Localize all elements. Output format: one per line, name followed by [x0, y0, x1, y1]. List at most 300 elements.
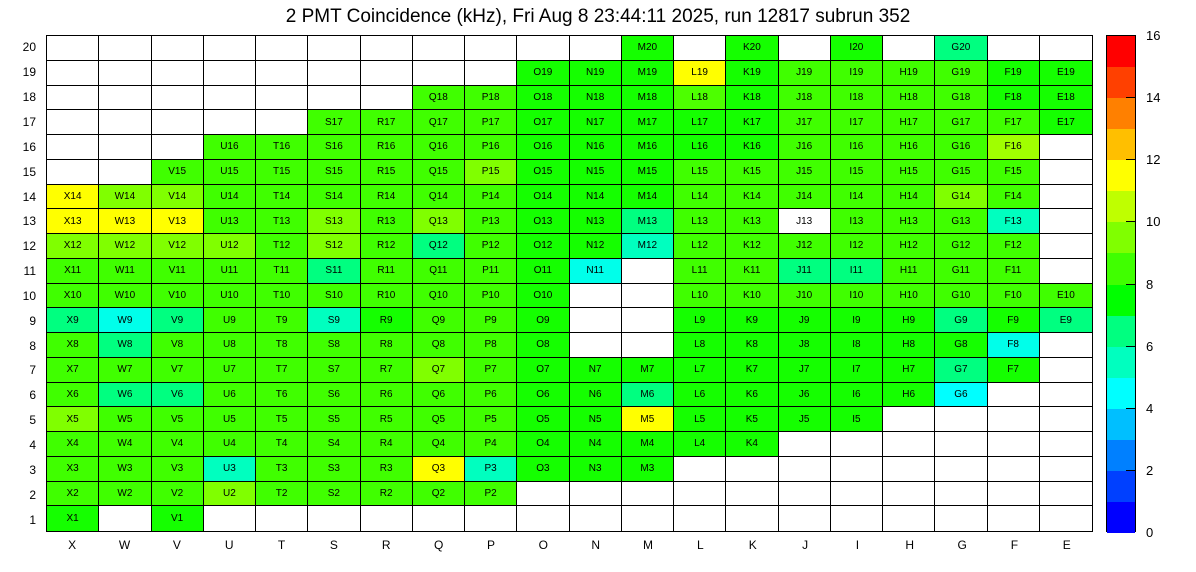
heatmap-cell-S10: S10 — [308, 284, 360, 309]
heatmap-cell-N4: N4 — [570, 432, 622, 457]
heatmap-cell-V12: V12 — [152, 234, 204, 259]
heatmap-cell-H13: H13 — [883, 209, 935, 234]
heatmap-cell-V10: V10 — [152, 284, 204, 309]
heatmap-plot — [46, 35, 1093, 532]
heatmap-cell-E2 — [1040, 482, 1092, 507]
heatmap-cell-F12: F12 — [988, 234, 1040, 259]
heatmap-cell-V11: V11 — [152, 259, 204, 284]
heatmap-cell-K12: K12 — [726, 234, 778, 259]
heatmap-cell-Q1 — [413, 506, 465, 531]
x-tick-R: R — [381, 538, 391, 552]
heatmap-cell-L18: L18 — [674, 86, 726, 111]
heatmap-cell-U13: U13 — [204, 209, 256, 234]
heatmap-cell-G13: G13 — [935, 209, 987, 234]
colorbar-segment-0 — [1107, 36, 1135, 67]
heatmap-cell-J4 — [779, 432, 831, 457]
heatmap-cell-R11: R11 — [361, 259, 413, 284]
colorbar-tick-0: 0 — [1146, 525, 1154, 540]
heatmap-cell-W10: W10 — [99, 284, 151, 309]
colorbar-segment-1 — [1107, 67, 1135, 98]
heatmap-cell-P13: P13 — [465, 209, 517, 234]
heatmap-cell-E1 — [1040, 506, 1092, 531]
heatmap-cell-Q7: Q7 — [413, 358, 465, 383]
y-tick-7: 7 — [29, 363, 36, 378]
colorbar-tickmark-6 — [1126, 408, 1136, 409]
x-tick-N: N — [591, 538, 600, 552]
heatmap-cell-N12: N12 — [570, 234, 622, 259]
y-axis-tick-labels — [0, 35, 42, 532]
heatmap-cell-G6: G6 — [935, 383, 987, 408]
heatmap-cell-T9: T9 — [256, 308, 308, 333]
heatmap-cell-N15: N15 — [570, 160, 622, 185]
heatmap-grid — [47, 36, 1092, 531]
heatmap-cell-O11: O11 — [517, 259, 569, 284]
heatmap-cell-N1 — [570, 506, 622, 531]
colorbar-segment-11 — [1107, 378, 1135, 409]
colorbar-segment-7 — [1107, 253, 1135, 284]
heatmap-cell-R20 — [361, 36, 413, 61]
heatmap-cell-I11: I11 — [831, 259, 883, 284]
heatmap-cell-W13: W13 — [99, 209, 151, 234]
heatmap-cell-W9: W9 — [99, 308, 151, 333]
heatmap-cell-M3: M3 — [622, 457, 674, 482]
x-tick-S: S — [329, 538, 338, 552]
heatmap-cell-R17: R17 — [361, 110, 413, 135]
heatmap-cell-T10: T10 — [256, 284, 308, 309]
heatmap-cell-P8: P8 — [465, 333, 517, 358]
heatmap-cell-L2 — [674, 482, 726, 507]
heatmap-cell-G11: G11 — [935, 259, 987, 284]
heatmap-cell-O18: O18 — [517, 86, 569, 111]
heatmap-cell-W5: W5 — [99, 407, 151, 432]
heatmap-cell-M14: M14 — [622, 185, 674, 210]
heatmap-cell-U9: U9 — [204, 308, 256, 333]
heatmap-cell-U7: U7 — [204, 358, 256, 383]
colorbar-tickmark-2 — [1126, 159, 1136, 160]
heatmap-cell-I6: I6 — [831, 383, 883, 408]
y-tick-17: 17 — [22, 114, 36, 129]
heatmap-cell-M6: M6 — [622, 383, 674, 408]
heatmap-cell-Q3: Q3 — [413, 457, 465, 482]
heatmap-cell-P15: P15 — [465, 160, 517, 185]
y-tick-5: 5 — [29, 413, 36, 428]
heatmap-cell-H5 — [883, 407, 935, 432]
heatmap-cell-Q15: Q15 — [413, 160, 465, 185]
heatmap-cell-I4 — [831, 432, 883, 457]
heatmap-cell-I20: I20 — [831, 36, 883, 61]
heatmap-cell-U18 — [204, 86, 256, 111]
heatmap-cell-R8: R8 — [361, 333, 413, 358]
heatmap-cell-N3: N3 — [570, 457, 622, 482]
heatmap-cell-L20 — [674, 36, 726, 61]
heatmap-cell-R18 — [361, 86, 413, 111]
heatmap-cell-M16: M16 — [622, 135, 674, 160]
heatmap-cell-M19: M19 — [622, 61, 674, 86]
heatmap-cell-F3 — [988, 457, 1040, 482]
heatmap-cell-Q2: Q2 — [413, 482, 465, 507]
heatmap-cell-L10: L10 — [674, 284, 726, 309]
heatmap-cell-P16: P16 — [465, 135, 517, 160]
heatmap-cell-L13: L13 — [674, 209, 726, 234]
heatmap-cell-P4: P4 — [465, 432, 517, 457]
colorbar-segment-12 — [1107, 409, 1135, 440]
heatmap-cell-N2 — [570, 482, 622, 507]
heatmap-cell-L6: L6 — [674, 383, 726, 408]
heatmap-cell-R4: R4 — [361, 432, 413, 457]
heatmap-cell-L16: L16 — [674, 135, 726, 160]
heatmap-cell-I1 — [831, 506, 883, 531]
colorbar-tickmark-1 — [1126, 97, 1136, 98]
heatmap-cell-T5: T5 — [256, 407, 308, 432]
heatmap-cell-U4: U4 — [204, 432, 256, 457]
heatmap-cell-T4: T4 — [256, 432, 308, 457]
heatmap-cell-L8: L8 — [674, 333, 726, 358]
heatmap-cell-W11: W11 — [99, 259, 151, 284]
heatmap-cell-N20 — [570, 36, 622, 61]
heatmap-cell-T2: T2 — [256, 482, 308, 507]
y-tick-18: 18 — [22, 90, 36, 105]
heatmap-cell-F5 — [988, 407, 1040, 432]
y-tick-4: 4 — [29, 438, 36, 453]
heatmap-cell-U1 — [204, 506, 256, 531]
colorbar-segment-9 — [1107, 316, 1135, 347]
heatmap-cell-J15: J15 — [779, 160, 831, 185]
heatmap-cell-T19 — [256, 61, 308, 86]
heatmap-cell-R16: R16 — [361, 135, 413, 160]
heatmap-cell-U2: U2 — [204, 482, 256, 507]
heatmap-cell-X7: X7 — [47, 358, 99, 383]
heatmap-cell-F7: F7 — [988, 358, 1040, 383]
heatmap-cell-S17: S17 — [308, 110, 360, 135]
heatmap-cell-Q4: Q4 — [413, 432, 465, 457]
heatmap-cell-V7: V7 — [152, 358, 204, 383]
y-tick-14: 14 — [22, 189, 36, 204]
heatmap-cell-N9 — [570, 308, 622, 333]
heatmap-cell-T7: T7 — [256, 358, 308, 383]
heatmap-cell-V17 — [152, 110, 204, 135]
heatmap-cell-K5: K5 — [726, 407, 778, 432]
colorbar-segment-8 — [1107, 285, 1135, 316]
heatmap-cell-K4: K4 — [726, 432, 778, 457]
heatmap-cell-X11: X11 — [47, 259, 99, 284]
x-tick-L: L — [697, 538, 704, 552]
y-tick-6: 6 — [29, 388, 36, 403]
heatmap-cell-X15 — [47, 160, 99, 185]
heatmap-cell-S18 — [308, 86, 360, 111]
colorbar-segment-5 — [1107, 191, 1135, 222]
heatmap-cell-E11 — [1040, 259, 1092, 284]
heatmap-cell-O14: O14 — [517, 185, 569, 210]
heatmap-cell-U14: U14 — [204, 185, 256, 210]
heatmap-cell-S14: S14 — [308, 185, 360, 210]
heatmap-cell-I14: I14 — [831, 185, 883, 210]
heatmap-cell-L19: L19 — [674, 61, 726, 86]
heatmap-cell-G19: G19 — [935, 61, 987, 86]
y-tick-3: 3 — [29, 462, 36, 477]
x-tick-O: O — [538, 538, 548, 552]
heatmap-cell-H18: H18 — [883, 86, 935, 111]
x-tick-H: H — [905, 538, 915, 552]
heatmap-cell-J10: J10 — [779, 284, 831, 309]
heatmap-cell-T15: T15 — [256, 160, 308, 185]
heatmap-cell-F8: F8 — [988, 333, 1040, 358]
heatmap-cell-L17: L17 — [674, 110, 726, 135]
heatmap-cell-G16: G16 — [935, 135, 987, 160]
heatmap-cell-U16: U16 — [204, 135, 256, 160]
colorbar-tickmark-4 — [1126, 284, 1136, 285]
heatmap-cell-J18: J18 — [779, 86, 831, 111]
heatmap-cell-H20 — [883, 36, 935, 61]
heatmap-cell-Q11: Q11 — [413, 259, 465, 284]
colorbar-tickmark-7 — [1126, 470, 1136, 471]
heatmap-cell-I7: I7 — [831, 358, 883, 383]
heatmap-cell-O17: O17 — [517, 110, 569, 135]
y-tick-8: 8 — [29, 338, 36, 353]
heatmap-cell-V15: V15 — [152, 160, 204, 185]
heatmap-cell-T20 — [256, 36, 308, 61]
heatmap-cell-Q6: Q6 — [413, 383, 465, 408]
heatmap-cell-S20 — [308, 36, 360, 61]
heatmap-cell-P17: P17 — [465, 110, 517, 135]
heatmap-cell-Q16: Q16 — [413, 135, 465, 160]
heatmap-cell-E16 — [1040, 135, 1092, 160]
heatmap-cell-K14: K14 — [726, 185, 778, 210]
x-tick-Q: Q — [433, 538, 444, 552]
heatmap-cell-P1 — [465, 506, 517, 531]
heatmap-cell-M7: M7 — [622, 358, 674, 383]
heatmap-cell-K11: K11 — [726, 259, 778, 284]
heatmap-cell-W19 — [99, 61, 151, 86]
heatmap-cell-W2: W2 — [99, 482, 151, 507]
heatmap-cell-Q13: Q13 — [413, 209, 465, 234]
heatmap-cell-W14: W14 — [99, 185, 151, 210]
heatmap-cell-S5: S5 — [308, 407, 360, 432]
heatmap-cell-N11: N11 — [570, 259, 622, 284]
colorbar-tick-labels — [1140, 28, 1190, 540]
heatmap-cell-L11: L11 — [674, 259, 726, 284]
heatmap-cell-M9 — [622, 308, 674, 333]
heatmap-cell-T3: T3 — [256, 457, 308, 482]
heatmap-cell-O9: O9 — [517, 308, 569, 333]
heatmap-cell-H17: H17 — [883, 110, 935, 135]
heatmap-cell-H8: H8 — [883, 333, 935, 358]
page-title: 2 PMT Coincidence (kHz), Fri Aug 8 23:44:11 2025, run 12817 subrun 352 — [285, 6, 911, 27]
colorbar-segment-3 — [1107, 129, 1135, 160]
heatmap-cell-R6: R6 — [361, 383, 413, 408]
heatmap-cell-T16: T16 — [256, 135, 308, 160]
heatmap-cell-K16: K16 — [726, 135, 778, 160]
heatmap-cell-H11: H11 — [883, 259, 935, 284]
heatmap-cell-I2 — [831, 482, 883, 507]
heatmap-cell-F15: F15 — [988, 160, 1040, 185]
heatmap-cell-N5: N5 — [570, 407, 622, 432]
heatmap-cell-E6 — [1040, 383, 1092, 408]
heatmap-cell-R3: R3 — [361, 457, 413, 482]
heatmap-cell-H19: H19 — [883, 61, 935, 86]
heatmap-cell-L5: L5 — [674, 407, 726, 432]
heatmap-cell-V19 — [152, 61, 204, 86]
heatmap-cell-T8: T8 — [256, 333, 308, 358]
heatmap-cell-N8 — [570, 333, 622, 358]
heatmap-cell-G7: G7 — [935, 358, 987, 383]
heatmap-cell-E3 — [1040, 457, 1092, 482]
colorbar-segment-2 — [1107, 98, 1135, 129]
heatmap-cell-K8: K8 — [726, 333, 778, 358]
heatmap-cell-F20 — [988, 36, 1040, 61]
heatmap-cell-P14: P14 — [465, 185, 517, 210]
heatmap-cell-F14: F14 — [988, 185, 1040, 210]
heatmap-cell-F11: F11 — [988, 259, 1040, 284]
heatmap-cell-J1 — [779, 506, 831, 531]
heatmap-cell-W7: W7 — [99, 358, 151, 383]
heatmap-cell-N17: N17 — [570, 110, 622, 135]
heatmap-cell-I16: I16 — [831, 135, 883, 160]
colorbar-segment-6 — [1107, 222, 1135, 253]
heatmap-cell-O19: O19 — [517, 61, 569, 86]
heatmap-cell-V8: V8 — [152, 333, 204, 358]
heatmap-cell-E14 — [1040, 185, 1092, 210]
heatmap-cell-M18: M18 — [622, 86, 674, 111]
y-tick-13: 13 — [22, 214, 36, 229]
heatmap-cell-V6: V6 — [152, 383, 204, 408]
heatmap-cell-M1 — [622, 506, 674, 531]
heatmap-cell-E5 — [1040, 407, 1092, 432]
heatmap-cell-H14: H14 — [883, 185, 935, 210]
heatmap-cell-U6: U6 — [204, 383, 256, 408]
heatmap-cell-I9: I9 — [831, 308, 883, 333]
heatmap-cell-J9: J9 — [779, 308, 831, 333]
heatmap-cell-S7: S7 — [308, 358, 360, 383]
heatmap-cell-J12: J12 — [779, 234, 831, 259]
heatmap-cell-M5: M5 — [622, 407, 674, 432]
heatmap-cell-H12: H12 — [883, 234, 935, 259]
heatmap-cell-E9: E9 — [1040, 308, 1092, 333]
heatmap-cell-N6: N6 — [570, 383, 622, 408]
heatmap-cell-E12 — [1040, 234, 1092, 259]
heatmap-cell-T18 — [256, 86, 308, 111]
y-tick-1: 1 — [29, 512, 36, 527]
heatmap-cell-J17: J17 — [779, 110, 831, 135]
heatmap-cell-J8: J8 — [779, 333, 831, 358]
heatmap-cell-I17: I17 — [831, 110, 883, 135]
heatmap-cell-M20: M20 — [622, 36, 674, 61]
heatmap-cell-T14: T14 — [256, 185, 308, 210]
heatmap-cell-P5: P5 — [465, 407, 517, 432]
heatmap-cell-G14: G14 — [935, 185, 987, 210]
heatmap-cell-I18: I18 — [831, 86, 883, 111]
heatmap-cell-E15 — [1040, 160, 1092, 185]
y-tick-2: 2 — [29, 487, 36, 502]
heatmap-cell-O7: O7 — [517, 358, 569, 383]
heatmap-cell-J14: J14 — [779, 185, 831, 210]
y-tick-12: 12 — [22, 239, 36, 254]
heatmap-cell-V5: V5 — [152, 407, 204, 432]
heatmap-cell-S12: S12 — [308, 234, 360, 259]
x-tick-T: T — [277, 538, 286, 552]
heatmap-cell-K15: K15 — [726, 160, 778, 185]
heatmap-cell-P6: P6 — [465, 383, 517, 408]
heatmap-cell-E7 — [1040, 358, 1092, 383]
colorbar-segment-10 — [1107, 347, 1135, 378]
heatmap-cell-X20 — [47, 36, 99, 61]
heatmap-cell-L9: L9 — [674, 308, 726, 333]
heatmap-cell-H1 — [883, 506, 935, 531]
y-tick-9: 9 — [29, 313, 36, 328]
heatmap-cell-K9: K9 — [726, 308, 778, 333]
heatmap-cell-P18: P18 — [465, 86, 517, 111]
heatmap-cell-R7: R7 — [361, 358, 413, 383]
heatmap-cell-Q18: Q18 — [413, 86, 465, 111]
heatmap-cell-X10: X10 — [47, 284, 99, 309]
heatmap-cell-M11 — [622, 259, 674, 284]
colorbar-tick-6: 6 — [1146, 338, 1154, 354]
heatmap-cell-V20 — [152, 36, 204, 61]
heatmap-cell-W6: W6 — [99, 383, 151, 408]
heatmap-cell-I8: I8 — [831, 333, 883, 358]
heatmap-cell-P11: P11 — [465, 259, 517, 284]
heatmap-cell-H4 — [883, 432, 935, 457]
heatmap-cell-F1 — [988, 506, 1040, 531]
heatmap-cell-U12: U12 — [204, 234, 256, 259]
heatmap-cell-U17 — [204, 110, 256, 135]
heatmap-cell-W4: W4 — [99, 432, 151, 457]
heatmap-cell-O3: O3 — [517, 457, 569, 482]
heatmap-cell-W1 — [99, 506, 151, 531]
heatmap-cell-X18 — [47, 86, 99, 111]
x-tick-W: W — [118, 538, 131, 552]
heatmap-cell-X5: X5 — [47, 407, 99, 432]
x-tick-X: X — [68, 538, 77, 552]
heatmap-cell-L3 — [674, 457, 726, 482]
heatmap-cell-F9: F9 — [988, 308, 1040, 333]
heatmap-cell-G3 — [935, 457, 987, 482]
heatmap-cell-L1 — [674, 506, 726, 531]
heatmap-cell-R9: R9 — [361, 308, 413, 333]
heatmap-cell-H9: H9 — [883, 308, 935, 333]
heatmap-cell-U11: U11 — [204, 259, 256, 284]
colorbar-tick-16: 16 — [1146, 28, 1161, 43]
heatmap-cell-X12: X12 — [47, 234, 99, 259]
heatmap-cell-T6: T6 — [256, 383, 308, 408]
heatmap-cell-E18: E18 — [1040, 86, 1092, 111]
heatmap-cell-N16: N16 — [570, 135, 622, 160]
y-tick-19: 19 — [22, 65, 36, 80]
heatmap-cell-O1 — [517, 506, 569, 531]
y-tick-20: 20 — [22, 40, 36, 55]
heatmap-cell-H2 — [883, 482, 935, 507]
heatmap-cell-W3: W3 — [99, 457, 151, 482]
x-tick-P: P — [486, 538, 495, 552]
heatmap-cell-F4 — [988, 432, 1040, 457]
heatmap-cell-J2 — [779, 482, 831, 507]
heatmap-cell-H10: H10 — [883, 284, 935, 309]
heatmap-cell-T17 — [256, 110, 308, 135]
heatmap-cell-S2: S2 — [308, 482, 360, 507]
heatmap-cell-W18 — [99, 86, 151, 111]
heatmap-cell-K19: K19 — [726, 61, 778, 86]
heatmap-cell-G10: G10 — [935, 284, 987, 309]
x-tick-J: J — [802, 538, 809, 552]
heatmap-cell-K3 — [726, 457, 778, 482]
colorbar-tick-8: 8 — [1146, 276, 1154, 292]
heatmap-cell-X6: X6 — [47, 383, 99, 408]
heatmap-cell-F10: F10 — [988, 284, 1040, 309]
heatmap-cell-U19 — [204, 61, 256, 86]
heatmap-cell-X1: X1 — [47, 506, 99, 531]
heatmap-cell-F2 — [988, 482, 1040, 507]
colorbar-tick-4: 4 — [1146, 400, 1154, 416]
heatmap-cell-P9: P9 — [465, 308, 517, 333]
